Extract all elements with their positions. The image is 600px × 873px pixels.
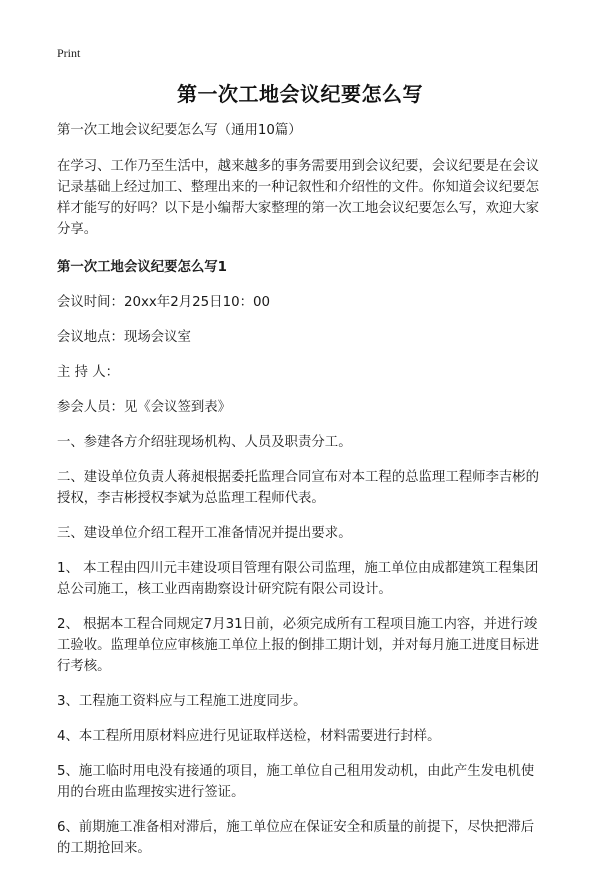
meeting-attendees: 参会人员：见《会议签到表》: [57, 400, 232, 415]
requirement-4: 4、本工程所用原材料应进行见证取样送检，材料需要进行封样。: [57, 729, 441, 744]
print-link[interactable]: Print: [57, 46, 81, 60]
meeting-time: 会议时间：20xx年2月25日10：00: [57, 295, 271, 310]
intro-paragraph: 在学习、工作乃至生活中，越来越多的事务需要用到会议纪要，会议纪要是在会议记录基础上经过加工、整理出来的一种记叙性和介绍性的文件。你知道会议纪要怎样才能写的好吗？以下是小编帮大家整理的第一次工地会议纪要怎么写，欢迎大家分享。: [57, 159, 540, 237]
meeting-location: 会议地点：现场会议室: [57, 330, 191, 345]
requirement-2: 2、 根据本工程合同规定7月31日前，必须完成所有工程项目施工内容，并进行竣工验收。监理单位应审核施工单位上报的倒排工期计划，并对每月施工进度目标进行考核。: [57, 617, 540, 674]
agenda-item-3: 三、建设单位介绍工程开工准备情况并提出要求。: [57, 526, 352, 541]
section-heading: 第一次工地会议纪要怎么写1: [57, 260, 228, 275]
agenda-item-1: 一、参建各方介绍驻现场机构、人员及职责分工。: [57, 435, 352, 450]
document-subtitle: 第一次工地会议纪要怎么写（通用10篇）: [57, 123, 302, 138]
document-body: [57, 120, 547, 873]
meeting-host: 主 持 人：: [57, 365, 120, 380]
requirement-6: 6、前期施工准备相对滞后，施工单位应在保证安全和质量的前提下，尽快把滞后的工期抢回来。: [57, 820, 535, 856]
requirement-3: 3、工程施工资料应与工程施工进度同步。: [57, 694, 307, 709]
requirement-5: 5、施工临时用电没有接通的项目，施工单位自己租用发动机，由此产生发电机使用的台班由监理按实进行签证。: [57, 764, 535, 800]
agenda-item-2: 二、建设单位负责人蒋昶根据委托监理合同宣布对本工程的总监理工程师李吉彬的授权，李吉彬授权李斌为总监理工程师代表。: [57, 470, 540, 506]
requirement-1: 1、 本工程由四川元丰建设项目管理有限公司监理，施工单位由成都建筑工程集团总公司施工，核工业西南勘察设计研究院有限公司设计。: [57, 561, 539, 597]
page-title: 第一次工地会议纪要怎么写: [177, 82, 423, 106]
